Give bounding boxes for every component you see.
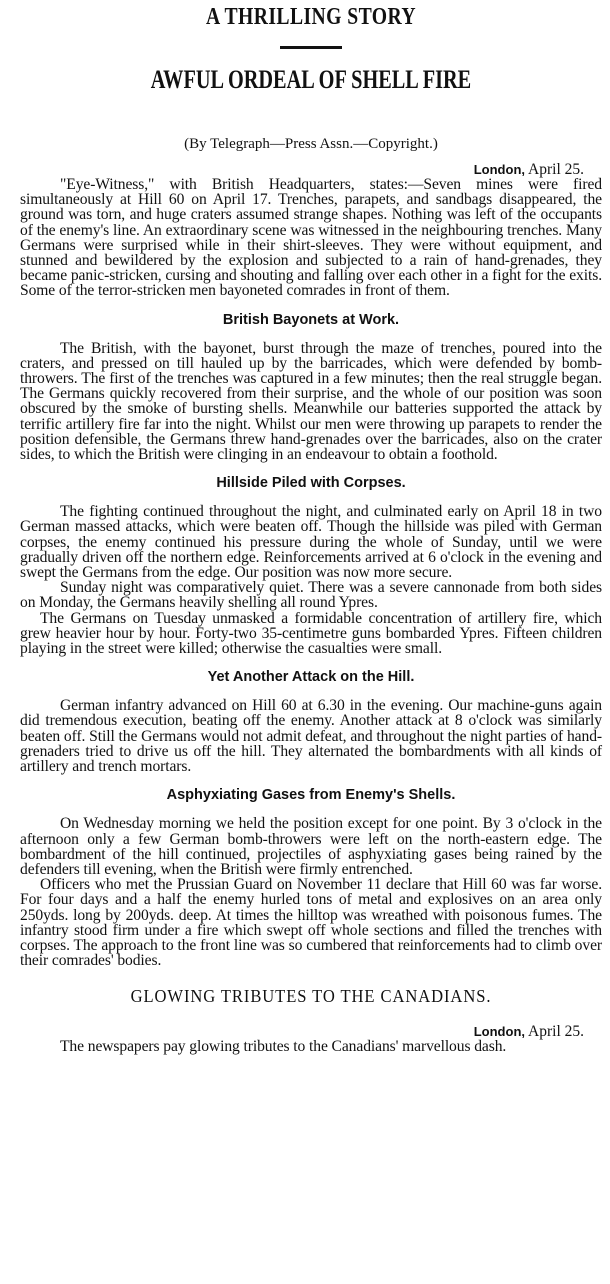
paragraph: The Germans on Tuesday unmasked a formidable concentration of artillery fire, which grew heavier hour by hour. Forty-two 35-centimetre guns bombarded Ypres. Fifteen children playing in the street were killed; otherwise the casualties were small. <box>20 609 602 658</box>
section-heading-hillside: Hillside Piled with Corpses. <box>216 475 406 492</box>
paragraph: German infantry advanced on Hill 60 at 6.30 in the evening. Our machine-guns again did tremendous execution, beating off the enemy. Another attack at 8 o'clock was similarly beaten off. Still the Germans would not admit defeat, and throughout the night parties of hand-grenaders tried to drive us off the hill. They alternated the bombardments with all kinds of artillery and trench mortars. <box>20 697 602 776</box>
subheadline: AWFUL ORDEAL OF SHELL FIRE <box>150 65 472 94</box>
dateline-place: London, <box>473 1024 525 1040</box>
closing-paragraph: The newspapers pay glowing tributes to the Canadians' marvellous dash. <box>60 1038 507 1056</box>
section-heading-another-attack: Yet Another Attack on the Hill. <box>207 669 415 686</box>
tributes-heading: GLOWING TRIBUTES TO THE CANADIANS. <box>130 986 492 1007</box>
dateline-date: April 25. <box>528 161 584 178</box>
paragraph: On Wednesday morning we held the position except for one point. By 3 o'clock in the afternoon only a few German bomb-throwers were left on the north-eastern edge. The bombardment of the hill continued, projectiles of asphyxiating gases being rained by the defenders till evening, when the British were firmly entrenched. <box>20 815 602 878</box>
dateline-place: London, <box>473 162 525 177</box>
paragraph: Officers who met the Prussian Guard on November 11 declare that Hill 60 was far worse. For four days and a half the enemy hurled tons of metal and explosives on an area only 250yds. long by 200yds. deep. At times the hilltop was wreathed with poisonous fumes. The infantry stood firm under a fire which swept off whole sections and filled the trenches with corpses. The approach to the front line was so cumbered that reinforcements had to climb over their comrades' bodies. <box>20 876 602 970</box>
paragraph: The British, with the bayonet, burst through the maze of trenches, poured into the craters, and pressed on till hauled up by the barricades, which were defended by bomb-throwers. The first of the trenches was captured in a few minutes; then the real struggle began. The Germans quickly recovered from their surprise, and the whole of our position was soon obscured by the smoke of bursting shells. Meanwhile our batteries supported the attack by terrific artillery fire far into the night. Whilst our men were throwing up parapets to render the position defensible, the Germans threw hand-grenades over the barricades, also on the crater sides, to which the British were clinging in an endeavour to obtain a foothold. <box>20 339 602 464</box>
wire-credit: (By Telegraph—Press Assn.—Copyright.) <box>184 136 438 152</box>
intro-paragraph: "Eye-Witness," with British Headquarters, states:—Seven mines were fired simultaneously at Hill 60 on April 17. Trenches, parapets, and sandbags disappeared, the ground was torn, and huge craters assumed strange shapes. Nothing was left of the occupants of the enemy's line. An extraordinary scene was witnessed in the neighbouring trenches. Many Germans were surprised while in their shirt-sleeves. They were without equipment, and stunned and bewildered by the explosion and subjected to a rain of hand-grenades, they became panic-stricken, cursing and shouting and falling over each other in a fight for the exits. Some of the terror-stricken men bayoneted comrades in front of them. <box>20 176 602 300</box>
headline-rule <box>280 46 342 49</box>
section-heading-bayonets: British Bayonets at Work. <box>222 311 400 328</box>
paragraph: Sunday night was comparatively quiet. There was a severe cannonade from both sides on Monday, the Germans heavily shelling all round Ypres. <box>20 579 602 612</box>
dateline-date: April 25. <box>528 1023 584 1041</box>
paragraph: The fighting continued throughout the night, and culminated early on April 18 in two German massed attacks, which were beaten off. Though the hillside was piled with German corpses, the enemy continued his pressure during the whole of Sunday, until we were gradually driven off the northern edge. Reinforcements arrived at 6 o'clock in the evening and swept the Germans from the edge. Our position was now more secure. <box>20 503 602 582</box>
section-heading-gases: Asphyxiating Gases from Enemy's Shells. <box>166 787 456 804</box>
headline: A THRILLING STORY <box>205 4 417 30</box>
